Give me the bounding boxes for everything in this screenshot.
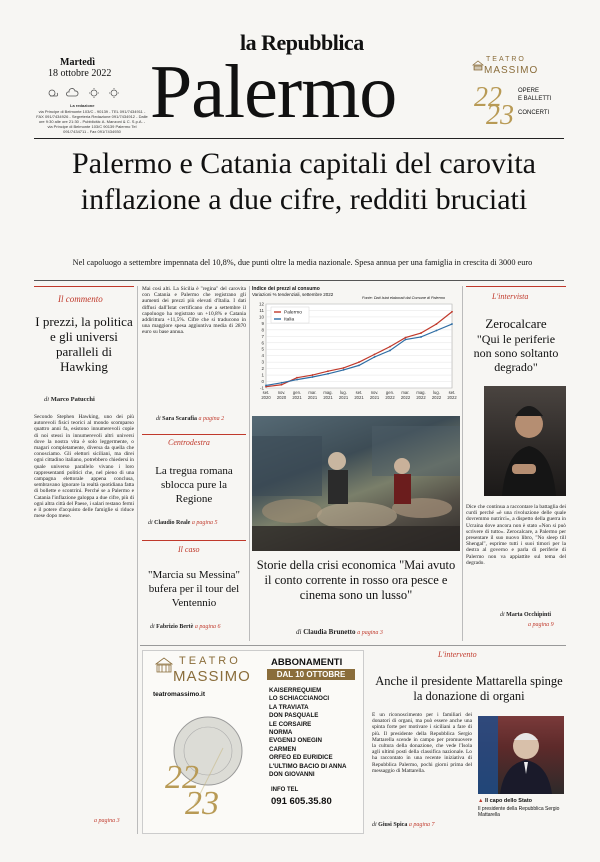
photo-story-title: Storie della crisi economica "Mai avuto il conto corrente in rosso ora pesce e cinema sono un lusso" xyxy=(256,558,456,602)
col-divider-3 xyxy=(462,286,463,641)
chart-x-tick-label: 2022 xyxy=(385,395,395,400)
chart-point-italia xyxy=(265,385,267,387)
ad-top-line1: TEATRO xyxy=(486,56,526,63)
chart-y-tick-label: 12 xyxy=(258,301,264,307)
centrodestra-title: La tregua romana sblocca pure la Regione xyxy=(155,465,233,505)
lower-rule xyxy=(140,645,566,646)
mattarella-photo xyxy=(478,716,564,794)
chart-point-palermo xyxy=(358,361,360,363)
headline-line2[interactable]: inflazione a due cifre, redditi bruciati xyxy=(80,183,528,216)
masthead-rule xyxy=(34,138,564,139)
ad-title: NORMA xyxy=(269,729,293,737)
ad-title: DON GIOVANNI xyxy=(269,771,315,779)
chart-x-tick-label: 2022 xyxy=(431,395,442,400)
market-photo xyxy=(252,416,460,551)
chart-x-tick-label: 2020 xyxy=(276,395,287,400)
cloud-icon xyxy=(66,88,78,96)
carovita-byline xyxy=(156,416,224,422)
intervento-byline-prefix: di xyxy=(372,822,377,828)
chart-y-tick-label: 1 xyxy=(261,372,264,378)
chart-plot xyxy=(252,300,458,410)
chart-point-palermo xyxy=(327,370,329,372)
city-title: Palermo xyxy=(150,50,397,134)
ad-phone[interactable]: 091 605.35.80 xyxy=(271,796,332,807)
chart-x-tick-label: 2021 xyxy=(354,395,364,400)
chart-x-tick-label: nov. xyxy=(370,390,379,395)
ad-bottom-site[interactable]: teatromassimo.it xyxy=(153,691,206,698)
ad-title: LO SCHIACCIANOCI xyxy=(269,695,330,703)
chart-y-tick-label: 7 xyxy=(261,333,264,339)
col-divider-1 xyxy=(137,286,138,834)
ad-bottom-season-a: 22 xyxy=(165,759,199,796)
chart-point-palermo xyxy=(420,332,422,334)
chart-x-tick-label: lug. xyxy=(340,390,347,395)
chart-point-palermo xyxy=(451,311,453,313)
commento-title: I prezzi, la politica e gli universi paralleli di Hawking xyxy=(35,314,133,374)
chart-x-tick-label: gen. xyxy=(292,390,302,395)
chart-x-tick-label: mag. xyxy=(416,390,426,395)
chart-point-palermo xyxy=(343,367,345,369)
photo-story-author: Claudia Brunetto xyxy=(303,628,356,636)
inflation-chart xyxy=(252,286,458,410)
ad-title: EVGENIJ ONEGIN xyxy=(269,737,322,745)
chart-legend-label: Palermo xyxy=(284,310,302,316)
commento-body: Secondo Stephen Hawking, uno dei più autorevoli fisici teorici al mondo scomparso quattro anni fa, esistono innumerevoli copie di noi stessi in innumerevoli altri universi dove la nostra vita è solo leggermente, o magari completamente, diversa da quella che conosciamo. Gli elettori siciliani, ma direi ogni cittadino italiano, potrebbero chiedersi in quale universo parallelo vivano i loro rappresentanti politici che, nel pieno di una campagna elettorale appena conclusa, sembravano ignorare la realtà quotidiana fatta di bollette e scontrini. Perché se a Palermo e Catania l'inflazione galoppa a due cifre, più di ogni altra città del Paese, i salari restano fermi e il potere d'acquisto delle famiglie si riduce mese dopo mese. xyxy=(34,414,134,520)
chart-y-tick-label: 6 xyxy=(261,340,264,346)
carovita-article[interactable] xyxy=(142,286,246,426)
ilcaso-byline-prefix: di xyxy=(150,624,155,630)
ad-date-box xyxy=(267,669,355,680)
chart-subtitle: Variazioni % tendenziali, settembre 2022 xyxy=(252,292,334,297)
weekday: Martedì xyxy=(60,57,95,68)
ad-temple-icon xyxy=(155,657,173,680)
masthead xyxy=(0,0,600,135)
col-divider-2 xyxy=(249,286,250,641)
chart-x-tick-label: 2022 xyxy=(447,395,457,400)
intervento-body: È un riconoscimento per i familiari dei donatori di organi, ma può essere anche una spinta forte per motivare i siciliani a fare di più. Il presidente della Repubblica Sergio Mattarella scende in campo per promuovere la cultura della donazione, che vede l'Isola agli ultimi posti della classifica nazionale. Lo ha raccontato in una recente iniziativa di Repubblica Palermo, pochi giorni prima del messaggio di Mattarella. xyxy=(372,712,472,774)
chart-x-tick-label: nov. xyxy=(277,390,286,395)
intervista-byline xyxy=(500,612,551,618)
chart-y-tick-label: 10 xyxy=(258,314,264,320)
intervista-byline-prefix: di xyxy=(500,612,505,618)
chart-point-palermo xyxy=(312,374,314,376)
sun-cloud-icon xyxy=(49,90,58,96)
date: 18 ottobre 2022 xyxy=(48,68,112,79)
centrodestra-label: Centrodestra xyxy=(168,438,210,447)
commento-author: Marco Patucchi xyxy=(50,396,95,403)
centrodestra-byline xyxy=(148,520,218,526)
centrodestra-byline-prefix: di xyxy=(148,520,153,526)
centrodestra-rule xyxy=(142,434,246,435)
weather-icons xyxy=(46,87,126,99)
weather-strip xyxy=(46,86,126,98)
ad-bottom-line2: MASSIMO xyxy=(173,668,251,685)
chart-y-tick-label: 8 xyxy=(261,327,264,333)
carovita-author: Sara Scarafia xyxy=(162,416,197,422)
intervista-article[interactable] xyxy=(466,286,566,641)
ilcaso-article[interactable] xyxy=(142,540,246,640)
intervista-quote: "Qui le periferie non sono soltanto degrado" xyxy=(473,332,559,374)
chart-y-tick-label: -1 xyxy=(259,385,264,391)
chart-x-tick-label: set. xyxy=(355,390,363,395)
chart-point-italia xyxy=(358,364,360,366)
headline-subtitle: Nel capoluogo a settembre impennata del 10,8%, due punti oltre la media nazionale. Spesa annua per una famiglia in crescita di 3000 euro xyxy=(72,258,533,267)
ad-title: CARMEN xyxy=(269,745,297,753)
commento-byline xyxy=(44,396,95,403)
redazione-text: via Principe di Belmonte 103/C - 90139 - TEL 091/7434911 - FAX 091/7434926 - Segreteria Redazione 091/7434912 - Dalle ore 9:30 alle ore 21:30 - Pubblicità: A. Manzoni & C. S.p.A. - via Principe di Belmonte 103/C 90139 Palermo Tel 091/7434711 - Fax 091/7434930 xyxy=(36,109,148,134)
brand-logo[interactable]: la Repubblica xyxy=(240,30,364,55)
chart-y-tick-label: 3 xyxy=(261,359,264,365)
chart-point-italia xyxy=(296,379,298,381)
ad-title: LE CORSAIRE xyxy=(269,720,312,728)
chart-point-palermo xyxy=(281,384,283,386)
commento-article[interactable] xyxy=(34,286,134,831)
chart-x-tick-label: mar. xyxy=(401,390,410,395)
chart-y-tick-label: 2 xyxy=(261,366,264,372)
ad-title: L'ULTIMO BACIO DI ANNA xyxy=(269,762,347,770)
intervista-label: L'intervista xyxy=(492,292,529,301)
chart-point-palermo xyxy=(296,377,298,379)
headline-line1[interactable]: Palermo e Catania capitali del carovita xyxy=(72,147,536,180)
chart-point-italia xyxy=(327,373,329,375)
chart-y-tick-label: 9 xyxy=(261,320,264,326)
chart-x-tick-label: 2021 xyxy=(323,395,333,400)
carovita-page-ref[interactable]: a pagina 2 xyxy=(198,416,225,422)
chart-point-italia xyxy=(281,382,283,384)
chart-y-tick-label: 4 xyxy=(261,353,264,359)
chart-x-tick-label: mar. xyxy=(308,390,317,395)
chart-point-palermo xyxy=(374,354,376,356)
ilcaso-page-ref[interactable]: a pagina 6 xyxy=(194,624,221,630)
ilcaso-byline xyxy=(150,624,221,630)
carovita-byline-prefix: di xyxy=(156,416,161,422)
chart-point-italia xyxy=(389,350,391,352)
photo-story-byline-prefix: di xyxy=(296,628,302,636)
caption-title-text: Il capo dello Stato xyxy=(484,798,533,804)
chart-x-tick-label: 2020 xyxy=(261,395,271,400)
chart-x-tick-label: gen. xyxy=(385,390,395,395)
ilcaso-author: Fabrizio Bertè xyxy=(156,624,194,630)
ad-top-season-b: 23 xyxy=(486,100,514,131)
ad-top-tag2: E BALLETTI xyxy=(518,96,552,102)
intervento-label: L'intervento xyxy=(438,650,477,659)
chart-x-tick-label: 2022 xyxy=(416,395,426,400)
ad-info-label: INFO TEL xyxy=(271,787,299,793)
chart-point-italia xyxy=(451,323,453,325)
photo-story[interactable] xyxy=(252,416,460,641)
chart-x-tick-label: mag. xyxy=(323,390,333,395)
intervento-title: Anche il presidente Mattarella spinge la donazione di organi xyxy=(375,674,563,703)
chart-legend-label: Italia xyxy=(284,317,295,323)
redazione-title: La redazione xyxy=(70,103,95,108)
chart-x-tick-label: 2021 xyxy=(292,395,302,400)
intervento-author: Giusi Spica xyxy=(378,822,408,828)
chart-point-italia xyxy=(420,336,422,338)
ad-top-line2: MASSIMO xyxy=(484,65,539,76)
intervista-body: Dice che continua a raccontare la battaglia dei curdi perché «è una rivoluzione delle quale dovremmo nutrirci», a dispetto della guerra in Ucraina dove ancora non è stato «Non si può scrivere di tutto». Zerocalcare, a Palermo per presentare il suo nuovo libro, "No sleep till Shengal", esprime tutti i suoi timori per la destra al governo e parla di periferie di Palermo non va appiattite sul tema del degrado. xyxy=(466,504,566,566)
intervista-author: Marta Occhipinti xyxy=(506,612,551,618)
commento-label: Il commento xyxy=(58,294,103,304)
intervento-article[interactable] xyxy=(372,650,566,832)
commento-byline-prefix: di xyxy=(44,396,50,403)
ad-bottom-line1: TEATRO xyxy=(179,655,241,667)
intervista-rule xyxy=(466,286,566,287)
ilcaso-rule xyxy=(142,540,246,541)
chart-point-italia xyxy=(405,339,407,341)
mattarella-portrait xyxy=(478,716,564,794)
chart-x-tick-label: set. xyxy=(448,390,456,395)
ad-date: DAL 10 OTTOBRE xyxy=(276,670,346,679)
ad-title: ORFEO ED EURIDICE xyxy=(269,754,333,762)
chart-title: Indice dei prezzi al consumo xyxy=(252,286,320,292)
centrodestra-page-ref[interactable]: a pagina 5 xyxy=(191,520,218,526)
caption-marker: ▲ xyxy=(478,798,485,804)
mattarella-caption-text: Il presidente della Repubblica Sergio Mattarella xyxy=(478,806,560,818)
ad-top-season-a: 22 xyxy=(474,82,502,113)
ilcaso-title: "Marcia su Messina" bufera per il tour del Ventennio xyxy=(147,569,241,609)
ad-top-tag1: OPERE xyxy=(518,88,540,94)
chart-point-palermo xyxy=(389,346,391,348)
chart-y-tick-label: 5 xyxy=(261,346,264,352)
chart-x-tick-label: lug. xyxy=(433,390,440,395)
intervista-name: Zerocalcare xyxy=(485,316,547,331)
photo-story-page-ref[interactable]: a pagina 3 xyxy=(357,630,383,636)
ad-title: KAISERREQUIEM xyxy=(269,687,322,694)
chart-point-italia xyxy=(374,356,376,358)
chart-x-tick-label: 2022 xyxy=(400,395,411,400)
commento-page-ref[interactable]: a pagina 3 xyxy=(94,818,120,824)
portrait-figure xyxy=(484,386,566,496)
ad-title: DON PASQUALE xyxy=(269,712,319,720)
chart-point-italia xyxy=(312,376,314,378)
chart-source: Fonte: Dati Istat elaborati dal Comune di Palermo xyxy=(362,296,446,300)
temple-icon xyxy=(472,59,484,77)
photo-story-byline xyxy=(296,628,383,636)
ad-top-tag3: CONCERTI xyxy=(518,110,550,116)
carovita-body: Mai così alti. La Sicilia è "regina" del carovita con Catania e Palermo che registrano gli aumenti dei prezzi più elevati d'Italia. I dati diffusi dall'Istat certificano che a settembre il capoluogo ha registrato un +10,8% e Catania addirittura +11,5%. Cifre che si traducono in una maggiore spesa aggiuntiva media di 2870 euro su base annua. xyxy=(142,286,246,336)
mattarella-caption-title xyxy=(478,798,532,804)
intervista-page-ref[interactable]: a pagina 9 xyxy=(528,622,554,628)
zerocalcare-photo xyxy=(484,386,566,496)
centrodestra-author: Claudio Reale xyxy=(154,520,191,526)
teatro-massimo-ad-bottom[interactable] xyxy=(142,650,364,834)
ad-title: LA TRAVIATA xyxy=(269,703,309,711)
chart-point-palermo xyxy=(405,337,407,339)
chart-point-palermo xyxy=(436,323,438,325)
ilcaso-label: Il caso xyxy=(178,545,200,554)
chart-x-tick-label: 2021 xyxy=(369,395,380,400)
headline-rule xyxy=(34,280,564,281)
chart-x-tick-label: 2021 xyxy=(338,395,349,400)
ad-titles-list xyxy=(269,687,363,779)
chart-x-tick-label: 2021 xyxy=(307,395,318,400)
chart-point-italia xyxy=(436,330,438,332)
chart-y-tick-label: 0 xyxy=(261,379,264,385)
chart-point-italia xyxy=(343,369,345,371)
ad-abbonamenti: ABBONAMENTI xyxy=(271,657,343,668)
teatro-massimo-ad-top[interactable] xyxy=(468,56,554,136)
ad-bottom-season-b: 23 xyxy=(185,785,219,822)
market-scene xyxy=(252,416,460,551)
intervento-byline xyxy=(372,822,435,828)
commento-rule xyxy=(34,286,134,287)
chart-x-tick-label: set. xyxy=(262,390,270,395)
sun-icon xyxy=(89,88,99,98)
chart-y-tick-label: 11 xyxy=(259,307,264,313)
intervento-page-ref[interactable]: a pagina 7 xyxy=(408,822,435,828)
centrodestra-article[interactable] xyxy=(142,434,246,524)
sun-icon xyxy=(109,88,119,98)
